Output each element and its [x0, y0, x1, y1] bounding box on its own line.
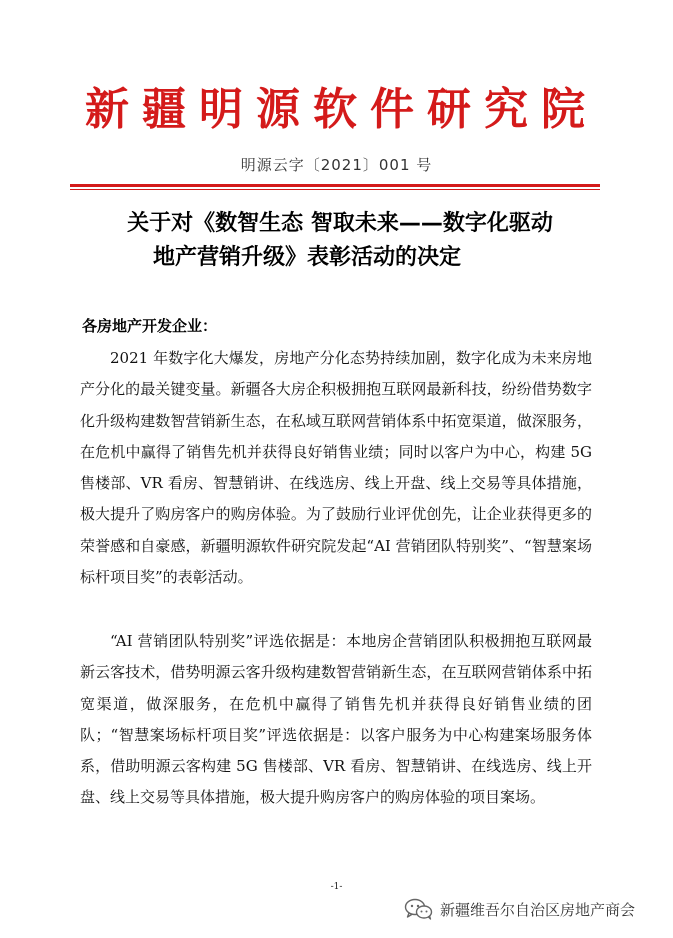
title-line-1: 关于对《数智生态 智取未来——数字化驱动	[127, 211, 553, 236]
red-divider-thick	[70, 184, 600, 187]
body-paragraph-1: 2021 年数字化大爆发，房地产分化态势持续加剧，数字化成为未来房地产分化的最关键变量。新疆各大房企积极拥抱互联网最新科技，纷纷借势数字化升级构建数智营销新生态，在私域互联网营销体系中拓宽渠道，做深服务，在危机中赢得了销售先机并获得良好销售业绩；同时以客户为中心，构建 5G 售楼部、VR 看房、智慧销讲、在线选房、线上开盘、线上交易等具体措施，极大提升了购房客户的购房体验。为了鼓励行业评优创先，让企业获得更多的荣誉感和自豪感，新疆明源软件研究院发起“AI 营销团队特别奖”、“智慧案场标杆项目奖”的表彰活动。	[80, 349, 592, 587]
title-line-2: 地产营销升级》表彰活动的决定	[153, 245, 462, 270]
salutation: 各房地产开发企业：	[82, 317, 218, 335]
document-number: 明源云字〔2021〕001 号	[240, 156, 433, 174]
watermark	[404, 898, 635, 920]
watermark-text: 新疆维吾尔自治区房地产商会	[440, 900, 636, 919]
document-title	[60, 207, 620, 275]
organization-header: 新疆明源软件研究院	[85, 84, 598, 135]
body-paragraph-2: “AI 营销团队特别奖”评选依据是：本地房企营销团队积极拥抱互联网最新云客技术，借势明源云客升级构建数智营销新生态，在互联网营销体系中拓宽渠道，做深服务，在危机中赢得了销售先机并获得良好销售业绩的团队；“智慧案场标杆项目奖”评选依据是：以客户服务为中心构建案场服务体系，借助明源云客构建 5G 售楼部、VR 看房、智慧销讲、在线选房、线上开盘、线上交易等具体措施，极大提升购房客户的购房体验的项目案场。	[80, 632, 592, 807]
wechat-icon	[404, 898, 434, 920]
red-divider-thin	[70, 189, 600, 190]
page-number: -1-	[330, 882, 343, 892]
